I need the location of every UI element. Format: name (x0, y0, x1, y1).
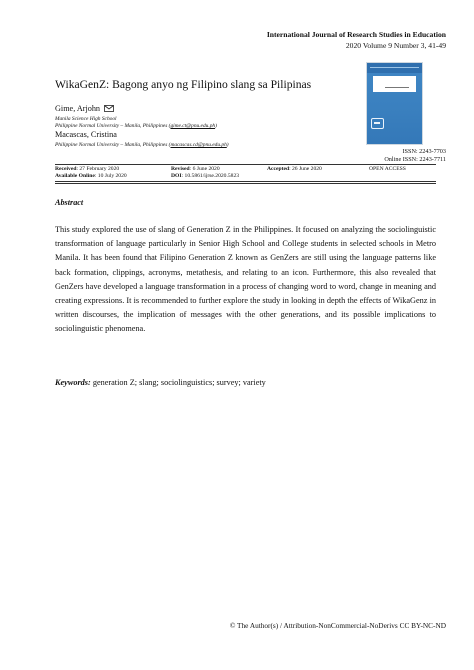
doi: DOI: 10.5861/ijrse.2020.5823 (171, 172, 240, 179)
available-online-date: Available Online: 10 July 2020 (55, 172, 127, 179)
issn-print: ISSN: 2243-7703 (402, 148, 446, 155)
author-1 (55, 104, 114, 113)
revised-date: Revised: 6 June 2020 (171, 166, 220, 172)
author-1-email-link[interactable]: gime.ct@pnu.edu.ph (170, 123, 216, 129)
cover-title-line (385, 87, 409, 88)
author-2-name: Macascas, Cristina (55, 130, 117, 139)
journal-name: International Journal of Research Studies in Education (266, 30, 446, 39)
author-2-affiliation: Philippine Normal University – Manila, Philippines (macascas.cd@pnu.edu.ph) (55, 142, 229, 148)
author-1-affiliation-2: Philippine Normal University – Manila, Philippines (gime.ct@pnu.edu.ph) (55, 123, 217, 129)
accepted-date: Accepted: 26 June 2020 (267, 166, 322, 172)
abstract-body: This study explored the use of slang of Generation Z in the Philippines. It focused on analyzing the sociolinguistic transformation of language particularly in Senior High School and College students in selected schools in Metro Manila. It has been found that Filipino Generation Z known as GenZers are still using the language patterns like back formation, clippings, acronyms, metathesis, and relating to an icon. Furthermore, this also revealed that GenZers have developed a language transformation in a process of changing word to word, change in meaning and creating expressions. It is recommended to further explore the study in looking in depth the effects of WikaGenz in written discourses, the implication of messages with the other generations, and its possible implications to sociolinguistic phenomena. (55, 225, 436, 334)
doi-link[interactable]: : 10.5861/ijrse.2020.5823 (181, 172, 240, 179)
article-title: WikaGenZ: Bagong anyo ng Filipino slang sa Pilipinas (55, 78, 312, 91)
keywords-label: Keywords: (55, 378, 91, 387)
journal-cover-image (366, 62, 423, 145)
cover-logo-icon (371, 118, 384, 129)
keywords-text: generation Z; slang; sociolinguistics; survey; variety (90, 378, 266, 387)
author-2-email-link[interactable]: macascas.cd@pnu.edu.ph (170, 142, 227, 148)
cover-top-band (367, 63, 422, 73)
divider-bottom-1 (55, 181, 436, 182)
open-access-label: OPEN ACCESS (369, 166, 406, 172)
cover-title-box (373, 76, 416, 92)
divider-bottom-2 (55, 183, 436, 184)
license-footer: © The Author(s) / Attribution-NonCommercial-NoDerivs CC BY-NC-ND (229, 621, 446, 630)
abstract-heading: Abstract (55, 198, 84, 207)
envelope-icon[interactable] (104, 105, 114, 112)
received-date: Received: 27 February 2020 (55, 166, 120, 172)
cover-logo-text (385, 81, 386, 86)
issn-online: Online ISSN: 2243-7711 (384, 156, 446, 163)
divider-top (55, 164, 436, 165)
author-1-name: Gime, Arjohn (55, 104, 101, 113)
keywords (55, 378, 266, 387)
author-1-affiliation-1: Manila Science High School (55, 116, 117, 122)
journal-issue: 2020 Volume 9 Number 3, 41-49 (345, 41, 446, 50)
